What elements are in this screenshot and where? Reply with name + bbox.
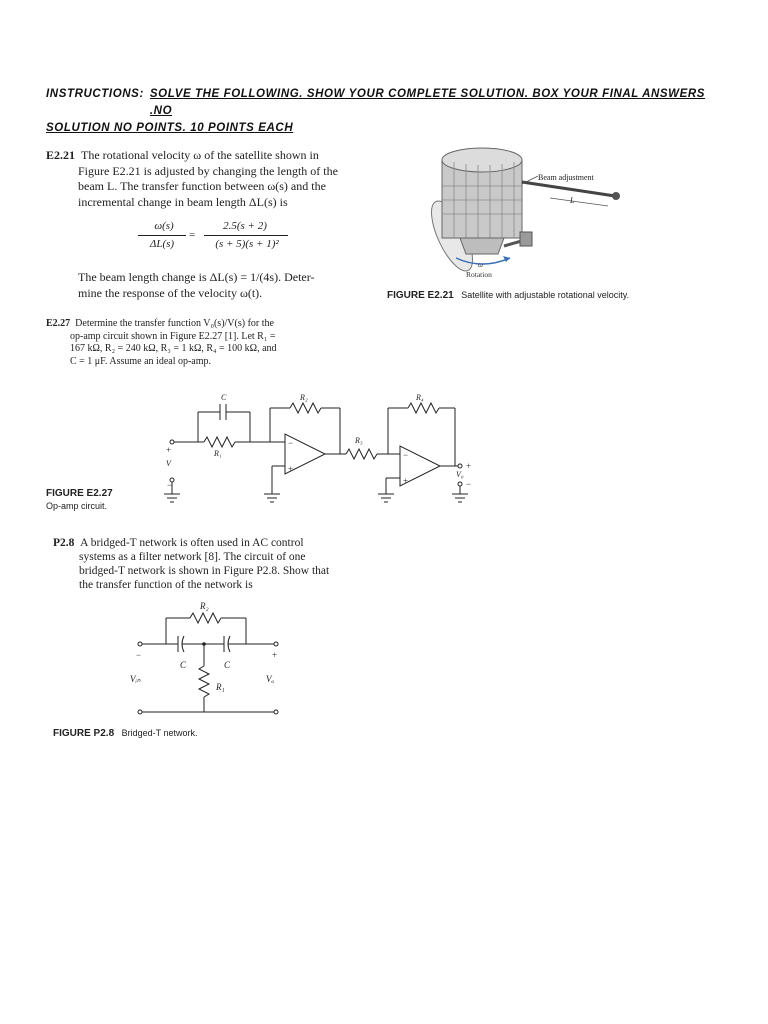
beam-length-label: L bbox=[570, 196, 575, 205]
problem-e2-21 bbox=[46, 148, 376, 210]
label-c: C bbox=[224, 660, 231, 670]
label-r1: R₁ bbox=[214, 449, 222, 458]
figure-caption-e2-21 bbox=[387, 290, 629, 301]
beam-adjustment-label: Beam adjustment bbox=[538, 173, 594, 182]
figure-caption-e2-27 bbox=[46, 487, 113, 512]
problem-text: op-amp circuit shown in Figure E2.27 [1]. Let R₁ = bbox=[70, 330, 276, 342]
fraction-bar bbox=[204, 235, 288, 236]
resistor-r2 bbox=[290, 403, 321, 413]
problem-text: systems as a filter network [8]. The circuit of one bbox=[79, 551, 306, 563]
problem-number: E2.27 bbox=[46, 318, 71, 329]
bridged-t-circuit bbox=[120, 596, 300, 724]
figure-label: FIGURE E2.27 bbox=[46, 488, 113, 499]
problem-text: A bridged-T network is often used in AC control bbox=[80, 537, 304, 549]
label-plus: + bbox=[288, 464, 294, 474]
label-plus: + bbox=[466, 461, 472, 471]
figure-label: FIGURE E2.21 bbox=[387, 290, 454, 301]
problem-text: The beam length change is ΔL(s) = 1/(4s). Deter- bbox=[78, 270, 315, 284]
problem-text: Determine the transfer function V₀(s)/V(s) for the bbox=[75, 318, 274, 329]
tf-lhs-den: ΔL(s) bbox=[149, 238, 175, 250]
resistor-r4 bbox=[408, 403, 439, 413]
instructions-lead: INSTRUCTIONS: bbox=[46, 88, 144, 100]
label-vo: Vₒ bbox=[266, 674, 275, 684]
tf-equals: = bbox=[189, 229, 196, 241]
label-plus: + bbox=[166, 445, 172, 455]
label-minus: − bbox=[288, 438, 294, 448]
problem-number: P2.8 bbox=[53, 537, 75, 549]
problem-text: incremental change in beam length ΔL(s) is bbox=[78, 194, 288, 209]
problem-text: The rotational velocity ω of the satellite shown in bbox=[81, 148, 319, 162]
label-minus: − bbox=[136, 650, 142, 660]
figure-caption: Op-amp circuit. bbox=[46, 501, 108, 511]
problem-text: mine the response of the velocity ω(t). bbox=[78, 285, 263, 300]
resistor-r1 bbox=[199, 666, 209, 697]
label-minus: − bbox=[167, 480, 173, 490]
problem-text: Figure E2.21 is adjusted by changing the length of the bbox=[78, 163, 338, 178]
instructions-line-2: SOLUTION NO POINTS. 10 POINTS EACH bbox=[46, 122, 294, 134]
problem-text: 167 kΩ, R₂ = 240 kΩ, R₃ = 1 kΩ, R₄ = 100 kΩ, and bbox=[70, 343, 277, 354]
label-c: C bbox=[180, 660, 187, 670]
label-r3: R₃ bbox=[355, 436, 363, 445]
problem-number: E2.21 bbox=[46, 148, 76, 162]
tf-rhs-num: 2.5(s + 2) bbox=[223, 220, 267, 232]
resistor-r1 bbox=[204, 437, 235, 447]
label-v: V bbox=[166, 459, 171, 468]
fraction-bar bbox=[138, 235, 186, 236]
label-r4: R₄ bbox=[416, 393, 424, 402]
label-minus: − bbox=[466, 479, 472, 489]
tf-rhs-den: (s + 5)(s + 1)² bbox=[215, 238, 279, 250]
figure-caption: Satellite with adjustable rotational velocity. bbox=[461, 290, 630, 300]
label-plus: + bbox=[272, 650, 278, 660]
problem-e2-21-cont bbox=[78, 270, 378, 301]
instructions bbox=[46, 86, 726, 137]
label-vin: Vᵢₙ bbox=[130, 674, 141, 684]
problem-text: bridged-T network is shown in Figure P2.8. Show that bbox=[79, 565, 330, 577]
beam bbox=[522, 182, 615, 196]
label-r1: R₁ bbox=[216, 682, 225, 692]
problem-text: beam L. The transfer function between ω(s) and the bbox=[78, 179, 326, 193]
figure-label: FIGURE P2.8 bbox=[53, 728, 115, 739]
omega-label: ω bbox=[478, 261, 483, 269]
label-minus: − bbox=[403, 450, 409, 460]
resistor-r3 bbox=[346, 449, 377, 459]
figure-caption-p2-8 bbox=[53, 728, 198, 739]
satellite-figure bbox=[420, 140, 660, 290]
label-plus: + bbox=[403, 476, 409, 486]
label-r2: R₂ bbox=[300, 393, 308, 402]
resistor-r2 bbox=[190, 613, 221, 623]
tf-lhs-num: ω(s) bbox=[154, 220, 174, 232]
label-r2: R₂ bbox=[200, 601, 209, 611]
label-c: C bbox=[221, 393, 227, 402]
problem-text: C = 1 μF. Assume an ideal op-amp. bbox=[70, 355, 212, 367]
op-amp-circuit bbox=[150, 380, 490, 515]
problem-p2-8 bbox=[53, 536, 373, 592]
problem-e2-27 bbox=[46, 318, 346, 368]
instructions-line-1 bbox=[46, 86, 726, 120]
rotation-label: Rotation bbox=[466, 270, 492, 279]
problem-text: the transfer function of the network is bbox=[79, 579, 253, 591]
figure-caption: Bridged-T network. bbox=[121, 728, 198, 738]
label-v0: V₀ bbox=[456, 470, 464, 479]
instructions-line1-rest: SOLVE THE FOLLOWING. SHOW YOUR COMPLETE SOLUTION. BOX YOUR FINAL ANSWERS .NO bbox=[149, 88, 706, 117]
